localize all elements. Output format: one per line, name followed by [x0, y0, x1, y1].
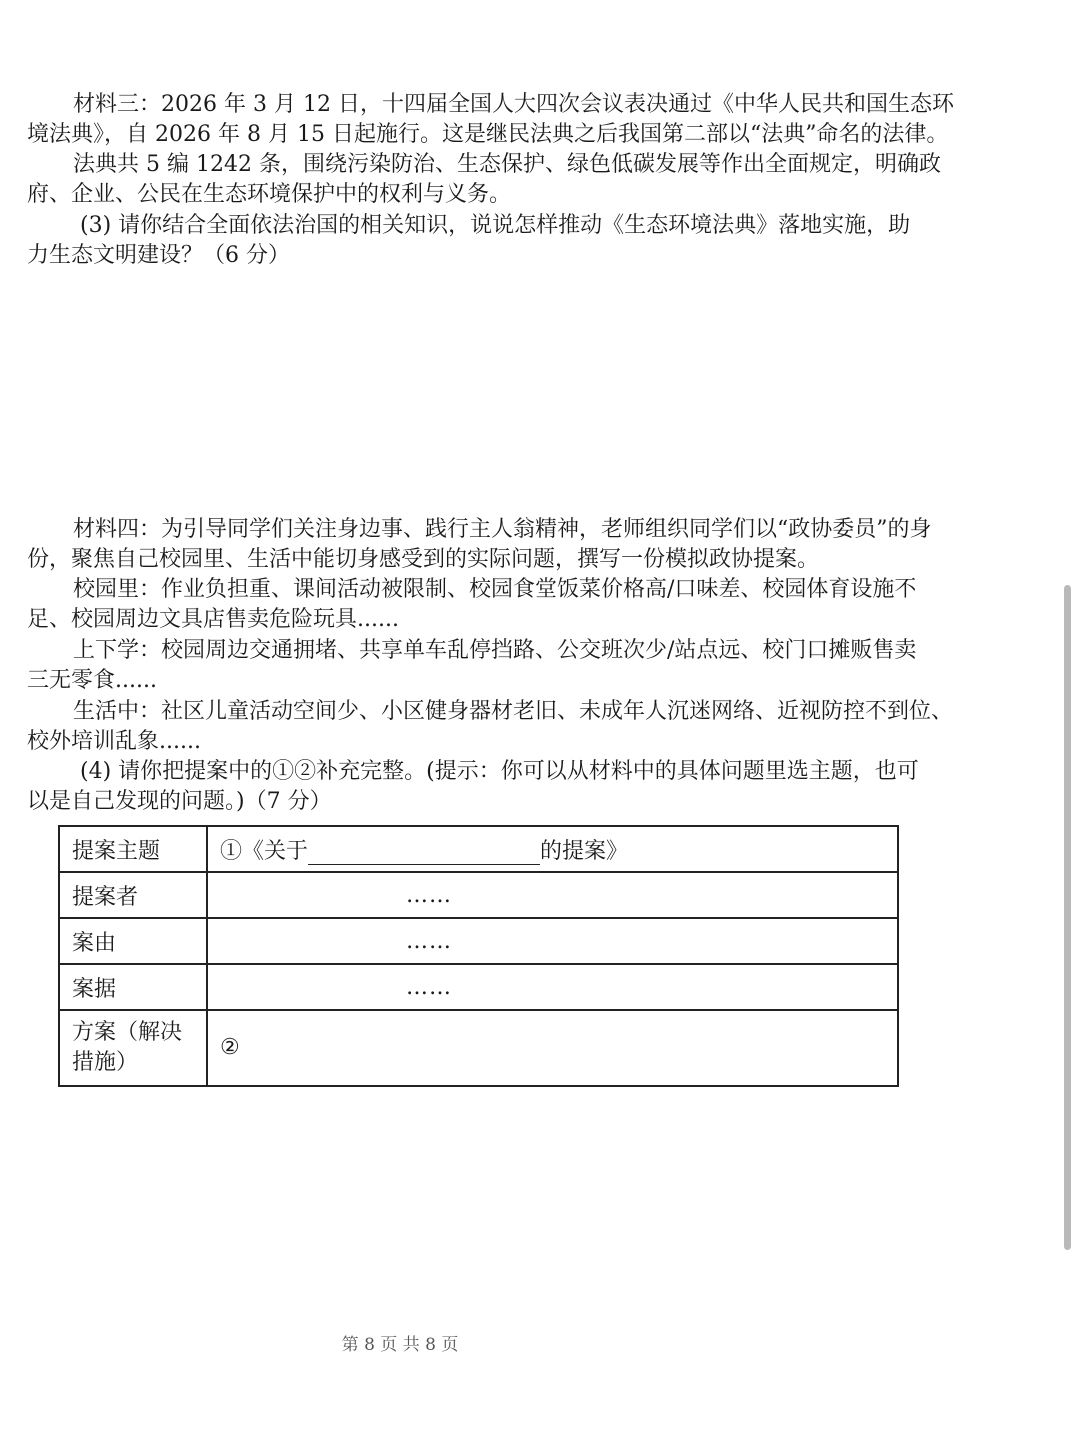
material4-line8: 校外培训乱象...... [27, 729, 201, 754]
proposal-table [58, 825, 899, 1087]
question3-line2: 力生态文明建设？（6 分） [27, 243, 290, 268]
proposal-topic-suffix: 的提案》 [540, 838, 629, 864]
proposal-topic-cell [207, 826, 898, 872]
page-footer: 第 8 页 共 8 页 [341, 1335, 459, 1355]
proposal-topic-blank[interactable] [308, 842, 540, 865]
proposal-topic-label: 提案主题 [59, 826, 207, 872]
material4-line1: 材料四：为引导同学们关注身边事、践行主人翁精神，老师组织同学们以“政协委员”的身 [73, 517, 932, 542]
vertical-scrollbar[interactable] [1064, 585, 1071, 1250]
material4-line3: 校园里：作业负担重、课间活动被限制、校园食堂饭菜价格高/口味差、校园体育设施不 [73, 577, 917, 602]
material3-line4: 府、企业、公民在生态环境保护中的权利与义务。 [27, 182, 512, 207]
case-evidence-value: …… [207, 964, 898, 1010]
solution-value[interactable]: ② [207, 1010, 898, 1086]
table-row [59, 826, 898, 872]
material4-line4: 足、校园周边文具店售卖危险玩具...... [27, 607, 399, 632]
solution-label-line1: 方案（解决 [72, 1020, 183, 1045]
material4-line7: 生活中：社区儿童活动空间少、小区健身器材老旧、未成年人沉迷网络、近视防控不到位、 [73, 699, 954, 724]
case-reason-label: 案由 [59, 918, 207, 964]
material4-line6: 三无零食...... [27, 668, 157, 693]
proposal-topic-prefix: ①《关于 [220, 838, 309, 864]
material3-line3: 法典共 5 编 1242 条，围绕污染防治、生态保护、绿色低碳发展等作出全面规定，明确政 [73, 152, 941, 177]
proposer-label: 提案者 [59, 872, 207, 918]
solution-label-line2: 措施） [72, 1050, 139, 1075]
material4-line5: 上下学：校园周边交通拥堵、共享单车乱停挡路、公交班次少/站点远、校门口摊贩售卖 [73, 638, 917, 663]
question3-line1: (3) 请你结合全面依法治国的相关知识，说说怎样推动《生态环境法典》落地实施，助 [80, 213, 911, 238]
question4-line2: 以是自己发现的问题。)（7 分） [27, 789, 332, 814]
material3-line1: 材料三：2026 年 3 月 12 日，十四届全国人大四次会议表决通过《中华人民共和国生态环 [73, 92, 954, 117]
case-reason-value: …… [207, 918, 898, 964]
question4-line1: (4) 请你把提案中的①②补充完整。(提示：你可以从材料中的具体问题里选主题，也可 [80, 759, 919, 784]
table-row [59, 1010, 898, 1086]
material4-line2: 份，聚焦自己校园里、生活中能切身感受到的实际问题，撰写一份模拟政协提案。 [27, 547, 820, 572]
table-row [59, 918, 898, 964]
case-evidence-label: 案据 [59, 964, 207, 1010]
table-row [59, 964, 898, 1010]
solution-label [59, 1010, 207, 1086]
proposer-value: …… [207, 872, 898, 918]
table-row [59, 872, 898, 918]
material3-line2: 境法典》，自 2026 年 8 月 15 日起施行。这是继民法典之后我国第二部以“法典”命名的法律。 [27, 122, 949, 147]
